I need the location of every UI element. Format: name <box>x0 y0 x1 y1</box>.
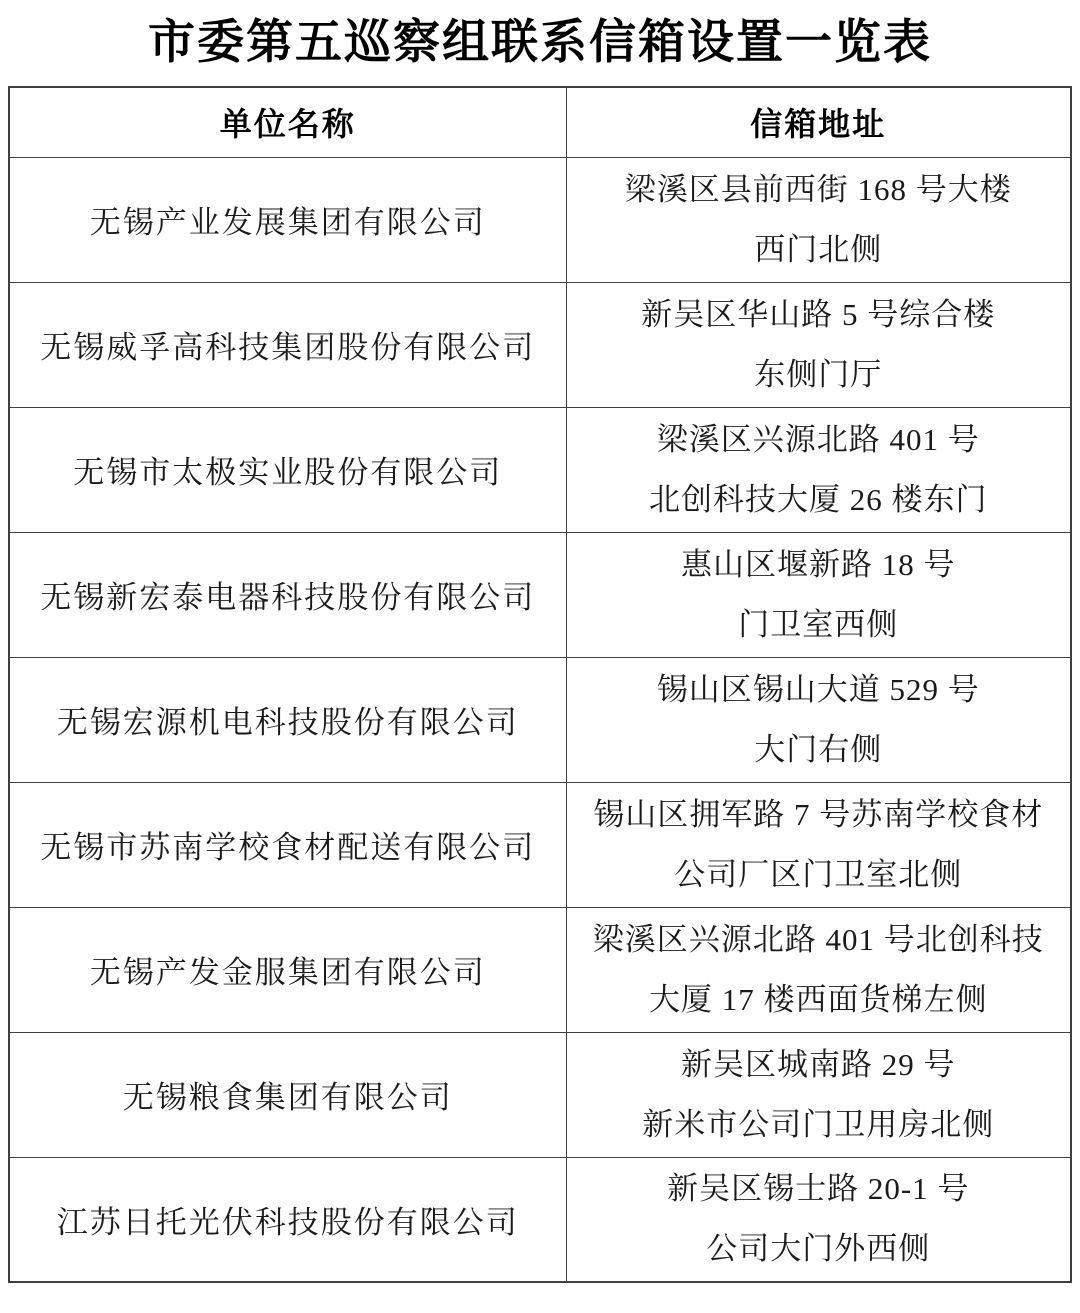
unit-name-cell: 无锡新宏泰电器科技股份有限公司 <box>9 532 566 657</box>
unit-name-cell: 无锡产发金服集团有限公司 <box>9 907 566 1032</box>
header-mailbox-address: 信箱地址 <box>566 87 1071 157</box>
address-line-1: 新吴区华山路 5 号综合楼 <box>641 296 996 332</box>
unit-name-cell: 无锡威孚高科技集团股份有限公司 <box>9 282 566 407</box>
address-line-2: 公司厂区门卫室北侧 <box>674 856 963 892</box>
unit-name-cell: 江苏日托光伏科技股份有限公司 <box>9 1157 566 1282</box>
address-line-1: 锡山区拥军路 7 号苏南学校食材 <box>593 796 1044 832</box>
table-row <box>9 157 1071 282</box>
address-cell <box>566 157 1071 282</box>
address-cell <box>566 782 1071 907</box>
address-cell <box>566 407 1071 532</box>
mailbox-table <box>8 86 1072 1283</box>
unit-name-cell: 无锡市苏南学校食材配送有限公司 <box>9 782 566 907</box>
address-line-2: 北创科技大厦 26 楼东门 <box>649 481 988 517</box>
table-row <box>9 1157 1071 1282</box>
address-line-1: 锡山区锡山大道 529 号 <box>656 671 980 707</box>
address-line-2: 新米市公司门卫用房北侧 <box>642 1106 995 1142</box>
table-row <box>9 1032 1071 1157</box>
unit-name-cell: 无锡市太极实业股份有限公司 <box>9 407 566 532</box>
table-row <box>9 907 1071 1032</box>
address-line-2: 东侧门厅 <box>754 356 883 392</box>
address-cell <box>566 657 1071 782</box>
table-row <box>9 532 1071 657</box>
address-line-2: 门卫室西侧 <box>738 606 899 642</box>
address-cell <box>566 282 1071 407</box>
table-row <box>9 782 1071 907</box>
unit-name-cell: 无锡产业发展集团有限公司 <box>9 157 566 282</box>
address-cell <box>566 1157 1071 1282</box>
address-line-1: 新吴区城南路 29 号 <box>681 1046 956 1082</box>
unit-name-cell: 无锡粮食集团有限公司 <box>9 1032 566 1157</box>
header-unit-name: 单位名称 <box>9 87 566 157</box>
table-row <box>9 282 1071 407</box>
address-cell <box>566 1032 1071 1157</box>
address-line-2: 大厦 17 楼西面货梯左侧 <box>649 981 988 1017</box>
address-line-1: 惠山区堰新路 18 号 <box>681 546 956 582</box>
table-row <box>9 407 1071 532</box>
address-line-1: 新吴区锡士路 20-1 号 <box>667 1171 970 1207</box>
address-line-1: 梁溪区兴源北路 401 号北创科技 <box>592 921 1044 957</box>
address-cell <box>566 907 1071 1032</box>
table-row <box>9 657 1071 782</box>
address-line-1: 梁溪区兴源北路 401 号 <box>656 421 980 457</box>
address-line-2: 公司大门外西侧 <box>706 1231 931 1267</box>
address-line-2: 西门北侧 <box>754 231 883 267</box>
header-row <box>9 87 1071 157</box>
address-cell <box>566 532 1071 657</box>
address-line-1: 梁溪区县前西街 168 号大楼 <box>624 171 1012 207</box>
document-title: 市委第五巡察组联系信箱设置一览表 <box>148 17 932 69</box>
unit-name-cell: 无锡宏源机电科技股份有限公司 <box>9 657 566 782</box>
address-line-2: 大门右侧 <box>754 731 883 767</box>
